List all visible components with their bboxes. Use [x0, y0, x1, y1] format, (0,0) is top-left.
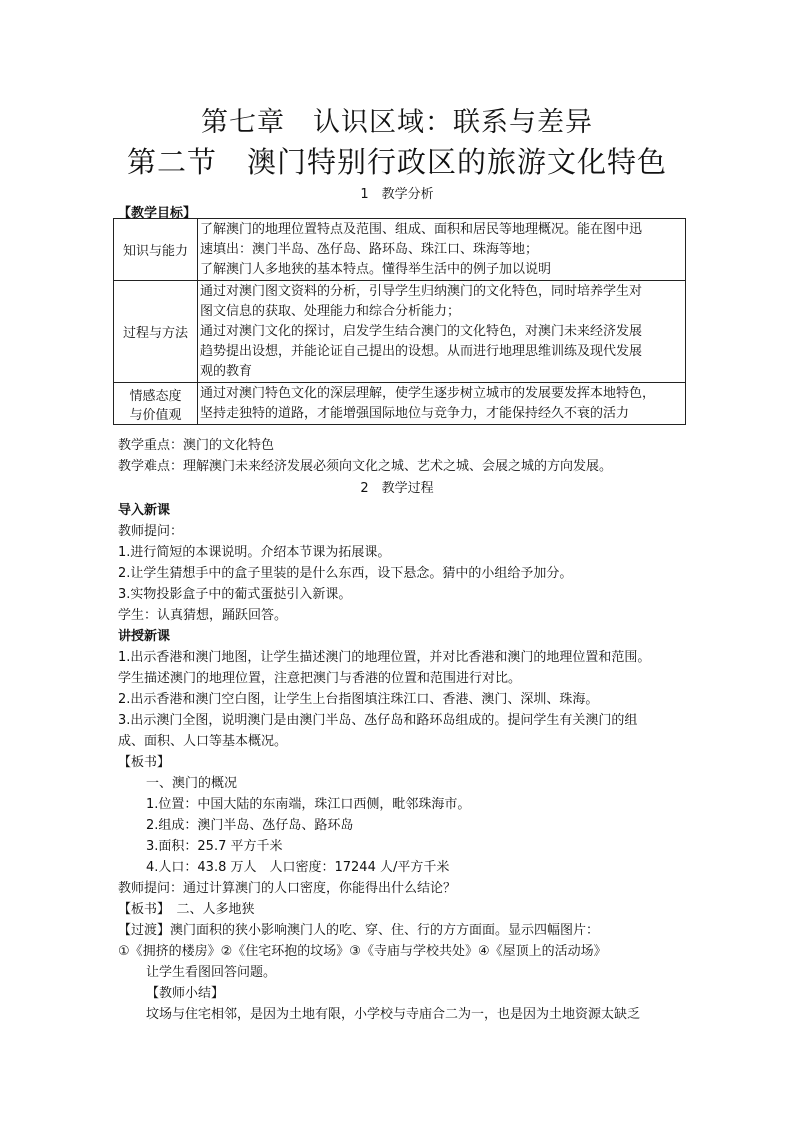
- body-line: 教师提问：: [118, 524, 184, 539]
- section-heading-process: 2 教学过程: [360, 481, 434, 496]
- row-content-line: 通过对澳门文化的探讨，启发学生结合澳门的文化特色，对澳门未来经济发展: [200, 323, 643, 339]
- body-line: 学生：认真猜想，踊跃回答。: [118, 608, 288, 623]
- body-line: 1.出示香港和澳门地图，让学生描述澳门的地理位置，并对比香港和澳门的地理位置和范围。: [118, 650, 651, 665]
- body-line: 教师提问：通过计算澳门的人口密度，你能得出什么结论？: [118, 881, 457, 896]
- board-heading: 【板书】 二、人多地狭: [118, 902, 255, 917]
- row-label: [114, 281, 198, 383]
- summary-heading: 【教师小结】: [146, 986, 225, 1001]
- row-label-text: 知识与能力: [122, 244, 188, 259]
- table-row: [114, 219, 686, 281]
- body-line: 一、澳门的概况: [146, 776, 238, 791]
- row-content-line: 观的教育: [200, 363, 253, 379]
- table-row: [114, 281, 686, 383]
- intro-heading: 导入新课: [118, 503, 171, 518]
- row-content-line: 图文信息的获取、处理能力和综合分析能力；: [200, 303, 461, 319]
- key-point: 教学重点：澳门的文化特色: [118, 438, 275, 453]
- body-line: 2.出示香港和澳门空白图，让学生上台指图填注珠江口、香港、澳门、深圳、珠海。: [118, 692, 599, 707]
- body-line: 学生描述澳门的地理位置，注意把澳门与香港的位置和范围进行对比。: [118, 671, 522, 686]
- body-line: 4.人口：43.8 万人 人口密度：17244 人/平方千米: [146, 860, 450, 875]
- section-heading-analysis: 1 教学分析: [360, 187, 434, 202]
- lecture-heading: 讲授新课: [118, 629, 171, 644]
- body-line: 2.组成：澳门半岛、氹仔岛、路环岛: [146, 818, 354, 833]
- row-content-line: 通过对澳门图文资料的分析，引导学生归纳澳门的文化特色，同时培养学生对: [200, 283, 643, 299]
- table-row: [114, 383, 686, 425]
- body-line: 成、面积、人口等基本概况。: [118, 734, 288, 749]
- chapter-title: 第七章 认识区域：联系与差异: [201, 107, 593, 138]
- row-content-line: 通过对澳门特色文化的深层理解，使学生逐步树立城市的发展要发挥本地特色，: [200, 385, 656, 401]
- board-heading: 【板书】: [118, 755, 171, 770]
- row-content-line: 了解澳门人多地狭的基本特点。懂得举生活中的例子加以说明: [200, 261, 552, 277]
- body-line: ①《拥挤的楼房》②《住宅环抱的坟场》③《寺庙与学校共处》④《屋顶上的活动场》: [118, 944, 607, 959]
- body-line: 2.让学生猜想手中的盒子里装的是什么东西，设下悬念。猜中的小组给予加分。: [118, 566, 573, 581]
- body-line: 3.面积：25.7 平方千米: [146, 839, 283, 854]
- row-content: [198, 219, 686, 281]
- row-content: [198, 383, 686, 425]
- row-content-line: 速填出：澳门半岛、氹仔岛、路环岛、珠江口、珠海等地；: [200, 241, 539, 257]
- row-label-text: 与价值观: [129, 407, 182, 423]
- body-line: 让学生看图回答问题。: [146, 965, 277, 980]
- difficult-point: 教学难点：理解澳门未来经济发展必须向文化之城、艺术之城、会展之城的方向发展。: [118, 459, 613, 474]
- row-content: [198, 281, 686, 383]
- row-content-line: 了解澳门的地理位置特点及范围、组成、面积和居民等地理概况。能在图中迅: [200, 221, 643, 237]
- row-content-line: 趋势提出设想，并能论证自己提出的设想。从而进行地理思维训练及现代发展: [200, 343, 643, 359]
- body-line: 3.出示澳门全图，说明澳门是由澳门半岛、氹仔岛和路环岛组成的。提问学生有关澳门的组: [118, 713, 638, 728]
- row-label-text: 情感态度: [129, 388, 182, 404]
- body-line: 1.进行简短的本课说明。介绍本节课为拓展课。: [118, 545, 391, 560]
- row-label: [114, 383, 198, 425]
- objectives-table: [113, 218, 686, 425]
- body-line: 【过渡】澳门面积的狭小影响澳门人的吃、穿、住、行的方方面面。显示四幅图片：: [118, 923, 600, 938]
- objectives-heading: 【教学目标】: [118, 206, 197, 221]
- row-content-line: 坚持走独特的道路，才能增强国际地位与竞争力，才能保持经久不衰的活力: [200, 405, 630, 421]
- row-label: [114, 219, 198, 281]
- row-label-text: 过程与方法: [122, 326, 188, 341]
- body-line: 1.位置：中国大陆的东南端，珠江口西侧，毗邻珠海市。: [146, 797, 471, 812]
- body-line: 3.实物投影盒子中的葡式蛋挞引入新课。: [118, 587, 352, 602]
- section-title: 第二节 澳门特别行政区的旅游文化特色: [126, 145, 667, 179]
- body-line: 坟场与住宅相邻，是因为土地有限，小学校与寺庙合二为一，也是因为土地资源太缺乏: [146, 1007, 641, 1022]
